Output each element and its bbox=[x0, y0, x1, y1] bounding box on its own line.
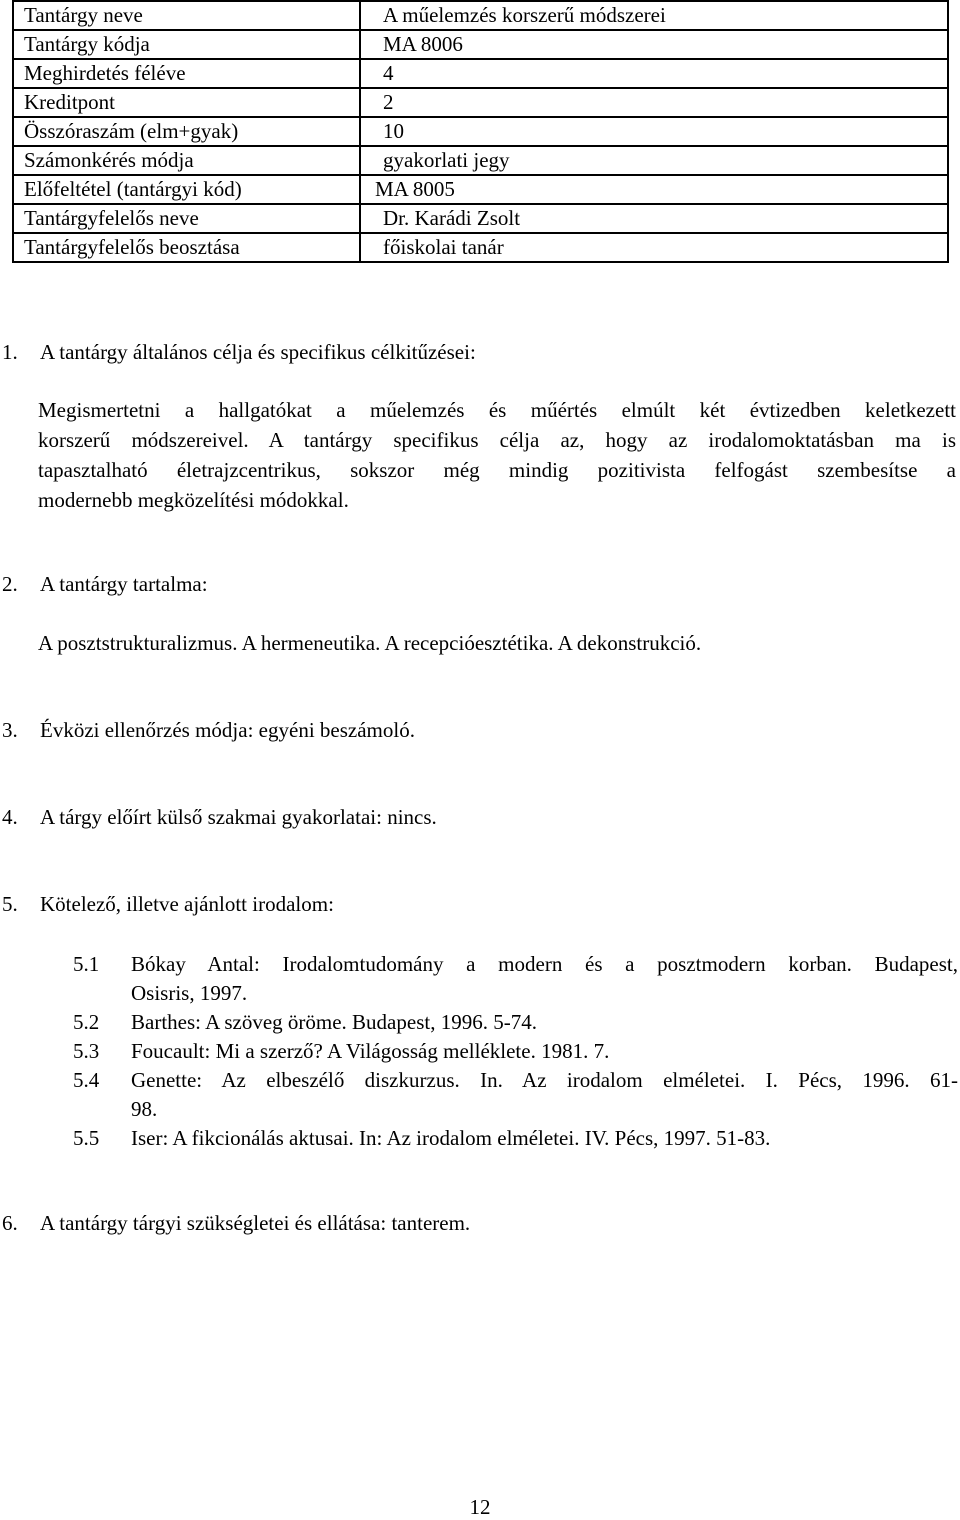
row-label: Tantárgy kódja bbox=[13, 30, 360, 59]
list-item bbox=[73, 950, 958, 1008]
page-number: 12 bbox=[469, 1495, 491, 1519]
section-title: A tantárgy tárgyi szükségletei és ellátása: tanterem. bbox=[40, 1211, 471, 1235]
row-value: MA 8005 bbox=[360, 175, 948, 204]
reference-number: 5.2 bbox=[73, 1010, 100, 1034]
section-1-heading bbox=[0, 340, 476, 365]
section-1-paragraph bbox=[38, 395, 956, 515]
table-row bbox=[13, 204, 948, 233]
paragraph-line: modernebb megközelítési módokkal. bbox=[38, 488, 349, 512]
table-row bbox=[13, 146, 948, 175]
row-label: Tantárgyfelelős beosztása bbox=[13, 233, 360, 262]
reference-text bbox=[131, 1008, 958, 1037]
row-value: főiskolai tanár bbox=[360, 233, 948, 262]
list-item bbox=[73, 1066, 958, 1124]
row-value: gyakorlati jegy bbox=[360, 146, 948, 175]
reference-list bbox=[73, 950, 958, 1153]
row-value: 10 bbox=[360, 117, 948, 146]
reference-text bbox=[131, 950, 958, 1008]
row-label: Számonkérés módja bbox=[13, 146, 360, 175]
reference-line: Barthes: A szöveg öröme. Budapest, 1996. 5-74. bbox=[131, 1010, 537, 1034]
list-item bbox=[73, 1124, 958, 1153]
section-2-heading bbox=[0, 572, 208, 597]
section-title: Évközi ellenőrzés módja: egyéni beszámoló. bbox=[40, 718, 415, 742]
section-number: 3. bbox=[2, 718, 18, 742]
row-label: Tantárgyfelelős neve bbox=[13, 204, 360, 233]
course-info-table bbox=[12, 0, 949, 263]
paragraph-line: korszerű módszereivel. A tantárgy specifikus célja az, hogy az irodalomoktatásban ma is bbox=[38, 428, 956, 452]
section-number: 2. bbox=[2, 572, 18, 596]
reference-line: Genette: Az elbeszélő diszkurzus. In. Az irodalom elméletei. I. Pécs, 1996. 61- bbox=[131, 1068, 958, 1092]
reference-line: Foucault: Mi a szerző? A Világosság melléklete. 1981. 7. bbox=[131, 1039, 610, 1063]
section-number: 5. bbox=[2, 892, 18, 916]
row-label: Tantárgy neve bbox=[13, 1, 360, 30]
section-number: 1. bbox=[2, 340, 18, 364]
table-row bbox=[13, 30, 948, 59]
list-item bbox=[73, 1008, 958, 1037]
reference-text bbox=[131, 1037, 958, 1066]
section-6-heading bbox=[0, 1211, 470, 1236]
row-value: Dr. Karádi Zsolt bbox=[360, 204, 948, 233]
reference-text bbox=[131, 1124, 958, 1153]
section-number: 6. bbox=[2, 1211, 18, 1235]
section-title: A tantárgy általános célja és specifikus célkitűzései: bbox=[40, 340, 476, 364]
section-title: Kötelező, illetve ajánlott irodalom: bbox=[40, 892, 334, 916]
row-label: Kreditpont bbox=[13, 88, 360, 117]
table-row bbox=[13, 175, 948, 204]
reference-number: 5.5 bbox=[73, 1126, 100, 1150]
section-2-content: A posztstrukturalizmus. A hermeneutika. A recepcióesztétika. A dekonstrukció. bbox=[38, 631, 702, 655]
row-label: Előfeltétel (tantárgyi kód) bbox=[13, 175, 360, 204]
paragraph-line: tapasztalható életrajzcentrikus, sokszor még mindig pozitivista felfogást szembesítse a bbox=[38, 458, 956, 482]
reference-number: 5.3 bbox=[73, 1039, 100, 1063]
reference-line: Osisris, 1997. bbox=[131, 981, 248, 1005]
list-item bbox=[73, 1037, 958, 1066]
row-value: 2 bbox=[360, 88, 948, 117]
table-row bbox=[13, 88, 948, 117]
table-row bbox=[13, 117, 948, 146]
reference-number: 5.1 bbox=[73, 952, 100, 976]
reference-line: Bókay Antal: Irodalomtudomány a modern és a posztmodern korban. Budapest, bbox=[131, 952, 958, 976]
section-title: A tárgy előírt külső szakmai gyakorlatai: nincs. bbox=[40, 805, 437, 829]
section-3-heading bbox=[0, 718, 415, 743]
row-value: MA 8006 bbox=[360, 30, 948, 59]
row-value: A műelemzés korszerű módszerei bbox=[360, 1, 948, 30]
table-row bbox=[13, 1, 948, 30]
reference-line: 98. bbox=[131, 1097, 158, 1121]
reference-text bbox=[131, 1066, 958, 1124]
reference-number: 5.4 bbox=[73, 1068, 100, 1092]
row-label: Összóraszám (elm+gyak) bbox=[13, 117, 360, 146]
section-number: 4. bbox=[2, 805, 18, 829]
table-row bbox=[13, 233, 948, 262]
section-title: A tantárgy tartalma: bbox=[40, 572, 208, 596]
row-value: 4 bbox=[360, 59, 948, 88]
paragraph-line: Megismertetni a hallgatókat a műelemzés és műértés elmúlt két évtizedben keletkezett bbox=[38, 398, 956, 422]
section-4-heading bbox=[0, 805, 437, 830]
section-5-heading bbox=[0, 892, 334, 917]
reference-line: Iser: A fikcionálás aktusai. In: Az irodalom elméletei. IV. Pécs, 1997. 51-83. bbox=[131, 1126, 771, 1150]
row-label: Meghirdetés féléve bbox=[13, 59, 360, 88]
table-row bbox=[13, 59, 948, 88]
